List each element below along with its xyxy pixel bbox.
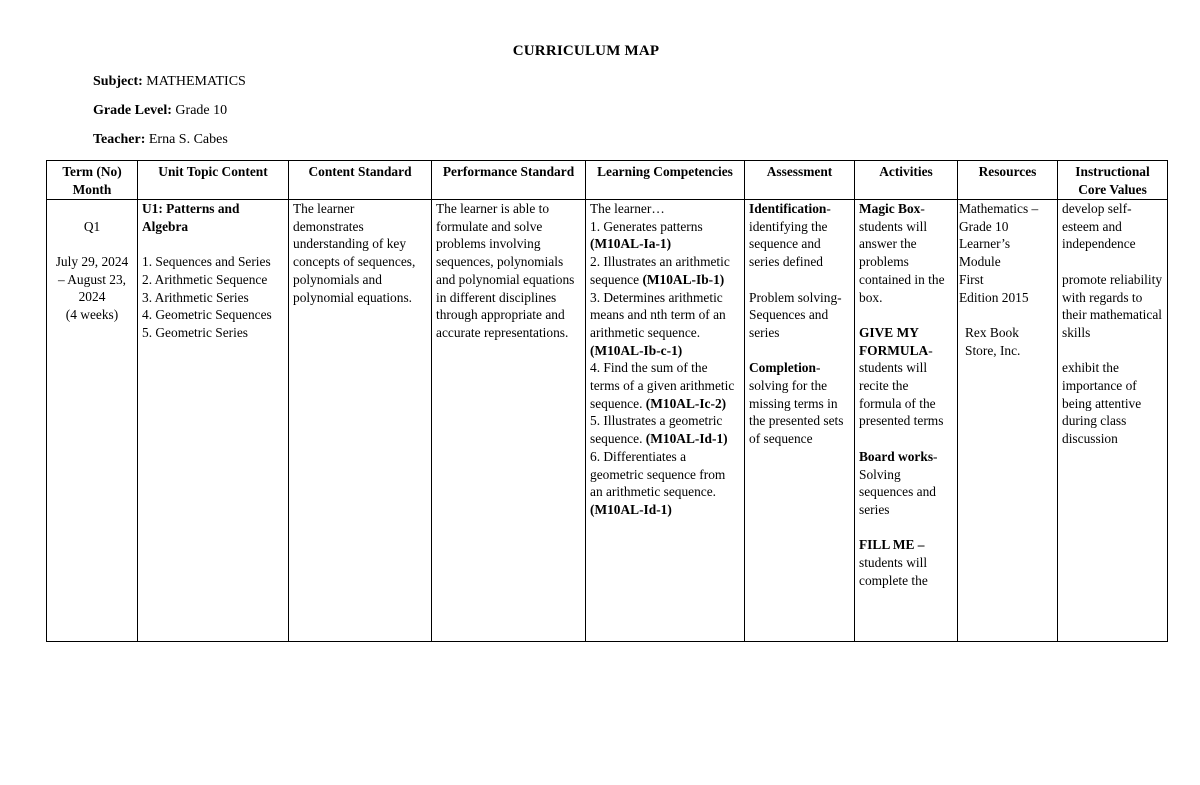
core-value: exhibit the importance of being attentive during class discussion xyxy=(1062,360,1142,447)
competency-item: 2. Illustrates an arithmetic sequence (M10AL-Ib-1) xyxy=(590,254,730,287)
header-content-standard: Content Standard xyxy=(289,161,432,200)
activity-item: GIVE MY FORMULA- students will recite the formula of the presented terms xyxy=(859,324,944,429)
activity-item: Board works- Solving sequences and series xyxy=(859,448,938,517)
subject-label: Subject: xyxy=(93,74,143,89)
term-cell xyxy=(47,200,138,642)
term-quarter: Q1 xyxy=(83,218,101,234)
activities-cell xyxy=(855,200,958,642)
teacher-line xyxy=(93,132,228,148)
term-dates: July 29, 2024 – August 23, 2024 xyxy=(55,254,129,305)
teacher-label: Teacher: xyxy=(93,132,146,147)
competency-item: 3. Determines arithmetic means and nth term of an arithmetic sequence. (M10AL-Ib-c-1) xyxy=(590,289,726,358)
unit-topic: 2. Arithmetic Sequence xyxy=(142,271,268,287)
header-competencies: Learning Competencies xyxy=(586,161,745,200)
grade-value: Grade 10 xyxy=(175,103,228,118)
content-standard-text: The learner demonstrates understanding of key concepts of sequences, polynomials and polynomial equations. xyxy=(293,201,416,305)
term-duration: (4 weeks) xyxy=(65,307,119,323)
subject-line xyxy=(93,74,246,90)
teacher-value: Erna S. Cabes xyxy=(148,132,228,147)
resource-line: Learner’s xyxy=(959,236,1011,252)
header-resources: Resources xyxy=(958,161,1058,200)
activity-item: FILL ME – students will complete the xyxy=(859,537,928,588)
unit-topic: 1. Sequences and Series xyxy=(142,254,271,270)
header-assessment: Assessment xyxy=(745,161,855,200)
core-value: promote reliability with regards to their mathematical skills xyxy=(1062,271,1163,340)
resource-line: Mathematics – xyxy=(959,201,1039,216)
resource-publisher: Rex Book xyxy=(965,324,1019,340)
resource-publisher: Store, Inc. xyxy=(965,342,1021,358)
page-title: CURRICULUM MAP xyxy=(512,43,660,59)
curriculum-table xyxy=(46,160,1168,642)
competency-item: 4. Find the sum of the terms of a given arithmetic sequence. (M10AL-Ic-2) xyxy=(590,360,735,411)
unit-topic: 3. Arithmetic Series xyxy=(142,289,249,305)
resource-line: Edition 2015 xyxy=(959,289,1029,305)
header-row xyxy=(47,161,1168,200)
core-values-cell xyxy=(1058,200,1168,642)
competency-item: 5. Illustrates a geometric sequence. (M10AL-Id-1) xyxy=(590,413,728,447)
activity-item: Magic Box- students will answer the problems contained in the box. xyxy=(859,201,945,305)
assessment-item: Identification- identifying the sequence and series defined xyxy=(749,201,831,270)
resource-line: Module xyxy=(959,254,1001,270)
header-term: Term (No) Month xyxy=(47,161,138,200)
unit-topic: 4. Geometric Sequences xyxy=(142,307,272,323)
header-unit: Unit Topic Content xyxy=(138,161,289,200)
resource-line: Grade 10 xyxy=(959,218,1009,234)
assessment-item: Completion- solving for the missing terms in the presented sets of sequence xyxy=(749,360,844,447)
competency-item: 6. Differentiates a geometric sequence from an arithmetic sequence. (M10AL-Id-1) xyxy=(590,448,726,517)
grade-line xyxy=(93,103,227,119)
header-activities: Activities xyxy=(855,161,958,200)
competencies-cell xyxy=(586,200,745,642)
assessment-item: Problem solving- Sequences and series xyxy=(749,289,842,340)
table-row xyxy=(47,200,1168,642)
resources-cell xyxy=(958,200,1058,642)
performance-standard-cell xyxy=(432,200,586,642)
grade-label: Grade Level: xyxy=(93,103,172,118)
assessment-cell xyxy=(745,200,855,642)
unit-title: U1: Patterns and Algebra xyxy=(142,201,240,234)
core-value: develop self-esteem and independence xyxy=(1062,201,1136,252)
competency-item: 1. Generates patterns (M10AL-Ia-1) xyxy=(590,218,703,252)
content-standard-cell xyxy=(289,200,432,642)
subject-value: MATHEMATICS xyxy=(146,74,246,89)
header-performance-standard: Performance Standard xyxy=(432,161,586,200)
performance-standard-text: The learner is able to formulate and solve problems involving sequences, polynomials and polynomial equations in different disciplines through appropriate and accurate representations. xyxy=(436,201,575,340)
header-core-values: Instructional Core Values xyxy=(1058,161,1168,200)
unit-cell xyxy=(138,200,289,642)
unit-topic: 5. Geometric Series xyxy=(142,324,248,340)
competencies-intro: The learner… xyxy=(590,201,665,216)
resource-line: First xyxy=(959,271,984,287)
